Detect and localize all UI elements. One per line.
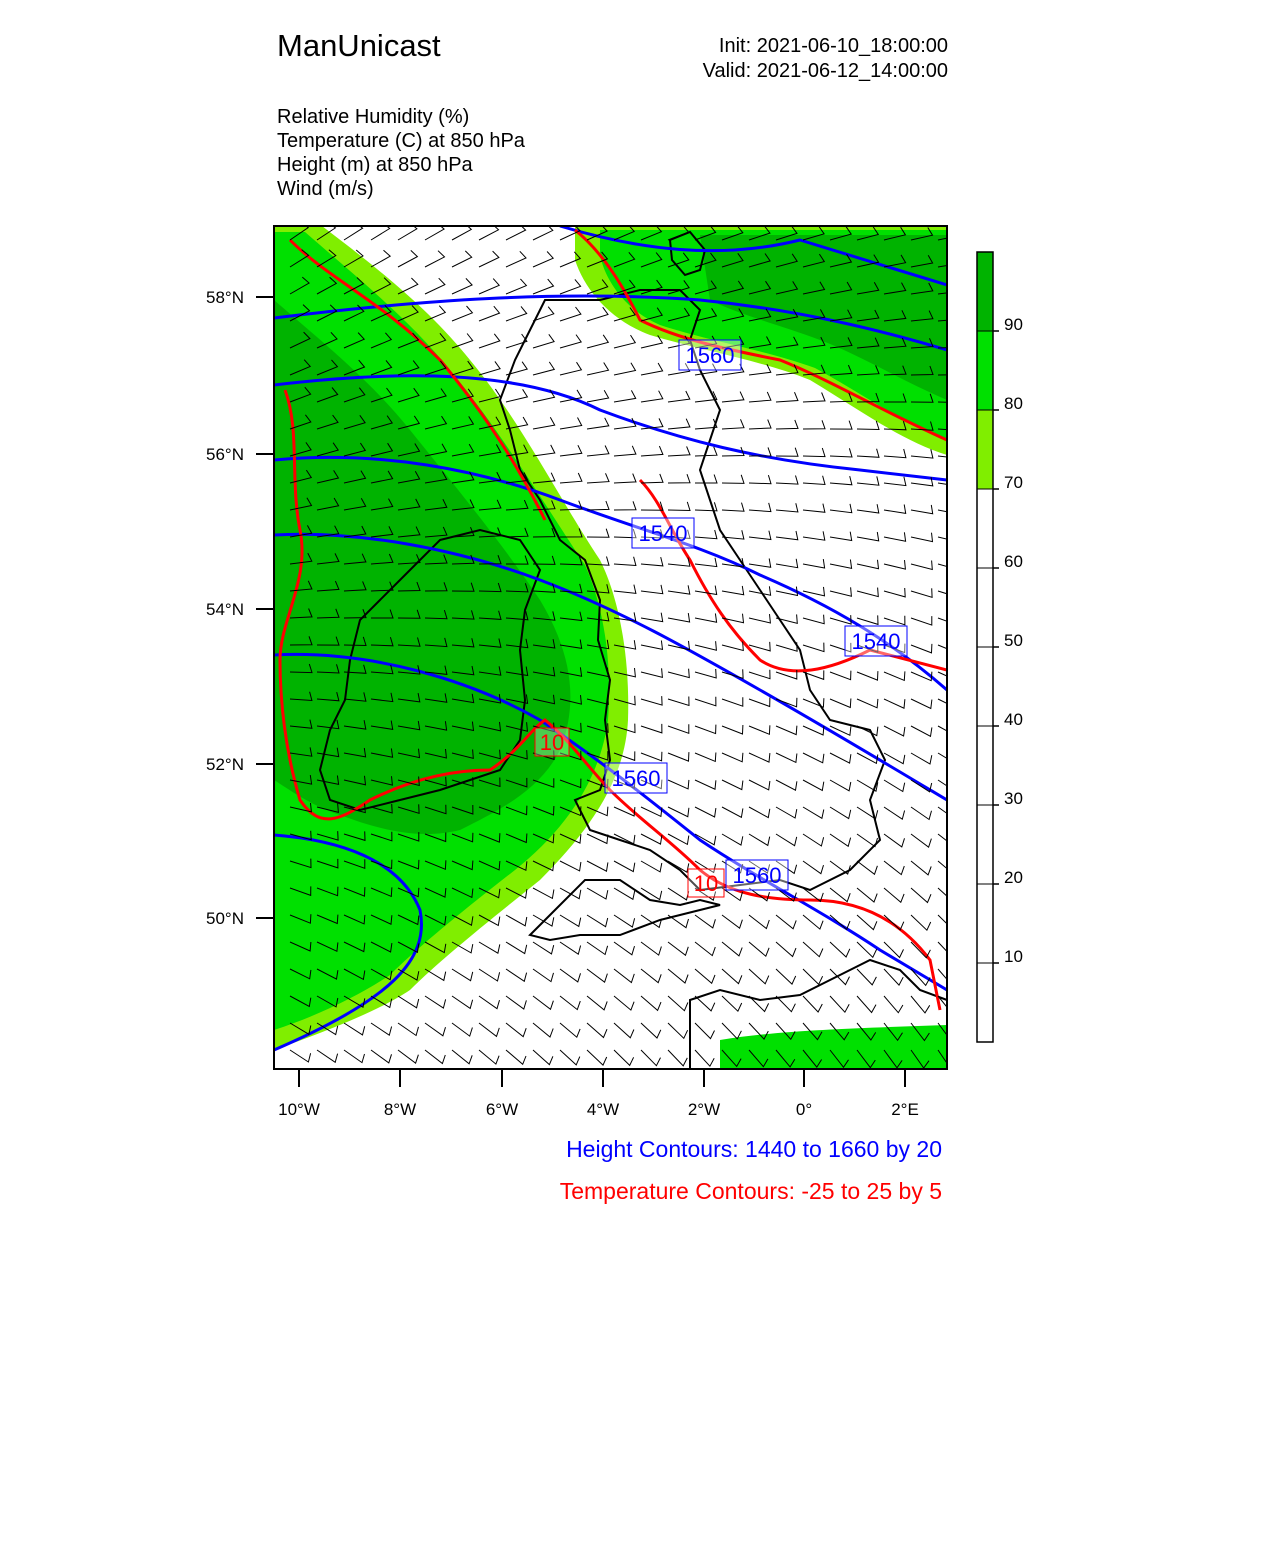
lat-label: 54°N xyxy=(206,600,244,619)
init-time: Init: 2021-06-10_18:00:00 xyxy=(718,35,948,57)
colorbar-box xyxy=(977,489,993,568)
field-label-wind: Wind (m/s) xyxy=(277,178,374,200)
colorbar-box xyxy=(977,252,993,331)
lon-label: 0° xyxy=(795,1100,813,1119)
temperature-label: 10 xyxy=(539,730,565,755)
lon-label: 2°E xyxy=(891,1100,919,1119)
lon-label: 2°W xyxy=(687,1100,721,1119)
lon-label: 8°W xyxy=(383,1100,417,1119)
lat-label: 50°N xyxy=(206,909,244,928)
height-label: 1540 xyxy=(638,521,688,546)
height-contours-caption: Height Contours: 1440 to 1660 by 20 xyxy=(566,1136,942,1162)
colorbar xyxy=(977,252,1023,1042)
lon-label: 6°W xyxy=(485,1100,519,1119)
lon-labels xyxy=(278,1100,919,1119)
colorbar-boxes xyxy=(977,252,999,1042)
height-label: 1560 xyxy=(685,343,735,368)
colorbar-box xyxy=(977,726,993,805)
field-label-height: Height (m) at 850 hPa xyxy=(277,154,473,176)
height-label: 1540 xyxy=(851,629,901,654)
lat-labels xyxy=(206,288,244,928)
colorbar-label: 10 xyxy=(1004,947,1023,966)
colorbar-box xyxy=(977,805,993,884)
colorbar-label: 40 xyxy=(1004,710,1023,729)
lat-label: 58°N xyxy=(206,288,244,307)
colorbar-label: 90 xyxy=(1004,315,1023,334)
temperature-contours-caption: Temperature Contours: -25 to 25 by 5 xyxy=(559,1178,942,1204)
lon-ticks xyxy=(299,1069,905,1087)
height-label: 1560 xyxy=(732,863,782,888)
colorbar-box xyxy=(977,963,993,1042)
colorbar-box xyxy=(977,884,993,963)
colorbar-label: 80 xyxy=(1004,394,1023,413)
colorbar-label: 50 xyxy=(1004,631,1023,650)
height-label: 1560 xyxy=(611,766,661,791)
temperature-label: 10 xyxy=(693,871,719,896)
field-label-rh: Relative Humidity (%) xyxy=(277,106,470,128)
lat-label: 52°N xyxy=(206,755,244,774)
lon-label: 10°W xyxy=(278,1100,320,1119)
field-label-temperature: Temperature (C) at 850 hPa xyxy=(277,130,525,152)
colorbar-box xyxy=(977,568,993,647)
colorbar-box xyxy=(977,410,993,489)
colorbar-label: 70 xyxy=(1004,473,1023,492)
lon-label: 4°W xyxy=(586,1100,620,1119)
colorbar-label: 30 xyxy=(1004,789,1023,808)
colorbar-label: 20 xyxy=(1004,868,1023,887)
map-title: ManUnicast xyxy=(277,28,441,63)
colorbar-box xyxy=(977,647,993,726)
lat-ticks xyxy=(256,297,274,918)
colorbar-label: 60 xyxy=(1004,552,1023,571)
lat-label: 56°N xyxy=(206,445,244,464)
colorbar-labels xyxy=(1004,315,1023,966)
colorbar-box xyxy=(977,331,993,410)
valid-time: Valid: 2021-06-12_14:00:00 xyxy=(702,60,948,82)
